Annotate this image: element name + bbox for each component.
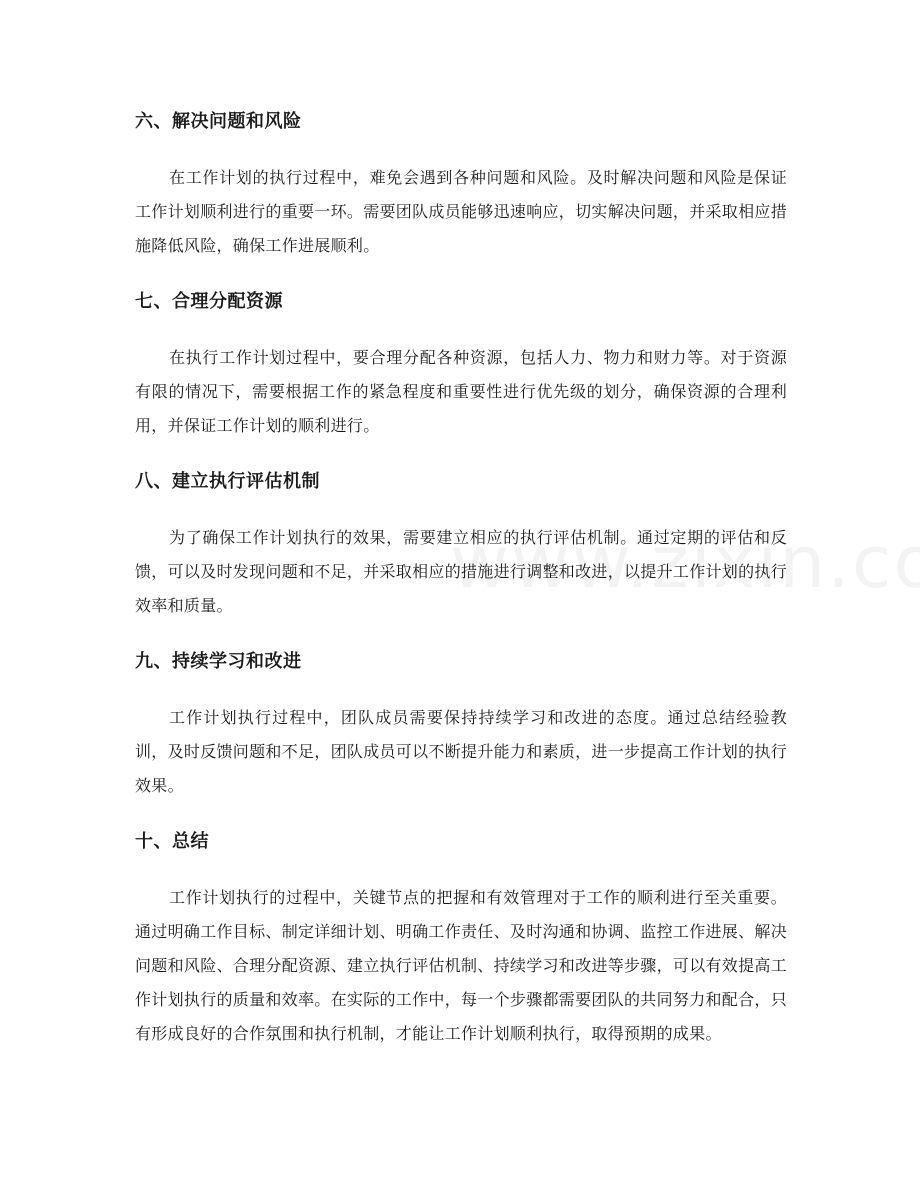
- section-heading: 七、合理分配资源: [135, 291, 283, 312]
- section-heading: 十、总结: [135, 831, 209, 852]
- section-paragraph: 在工作计划的执行过程中，难免会遇到各种问题和风险。及时解决问题和风险是保证工作计划顺利进行的重要一环。需要团队成员能够迅速响应，切实解决问题，并采取相应措施降低风险，确保工作进展顺利。: [135, 168, 788, 255]
- section-paragraph: 工作计划执行的过程中，关键节点的把握和有效管理对于工作的顺利进行至关重要。通过明确工作目标、制定详细计划、明确工作责任、及时沟通和协调、监控工作进展、解决问题和风险、合理分配资源、建立执行评估机制、持续学习和改进等步骤，可以有效提高工作计划执行的质量和效率。在实际的工作中，每一个步骤都需要团队的共同努力和配合，只有形成良好的合作氛围和执行机制，才能让工作计划顺利执行，取得预期的成果。: [135, 888, 788, 1043]
- section-paragraph: 在执行工作计划过程中，要合理分配各种资源，包括人力、物力和财力等。对于资源有限的情况下，需要根据工作的紧急程度和重要性进行优先级的划分，确保资源的合理利用，并保证工作计划的顺利进行。: [135, 348, 787, 435]
- section-paragraph: 为了确保工作计划执行的效果，需要建立相应的执行评估机制。通过定期的评估和反馈，可以及时发现问题和不足，并采取相应的措施进行调整和改进，以提升工作计划的执行效率和质量。: [135, 528, 788, 615]
- section-evaluation: [135, 463, 787, 623]
- section-learning: [135, 643, 787, 803]
- section-paragraph: 工作计划执行过程中，团队成员需要保持持续学习和改进的态度。通过总结经验教训，及时反馈问题和不足，团队成员可以不断提升能力和素质，进一步提高工作计划的执行效果。: [135, 708, 788, 795]
- section-heading: 八、建立执行评估机制: [135, 471, 320, 492]
- section-summary: [135, 823, 787, 1051]
- section-problem-risk: [135, 103, 787, 263]
- section-heading: 九、持续学习和改进: [135, 651, 302, 672]
- section-resources: [135, 283, 787, 443]
- section-heading: 六、解决问题和风险: [135, 111, 302, 132]
- document-body: [135, 103, 787, 1071]
